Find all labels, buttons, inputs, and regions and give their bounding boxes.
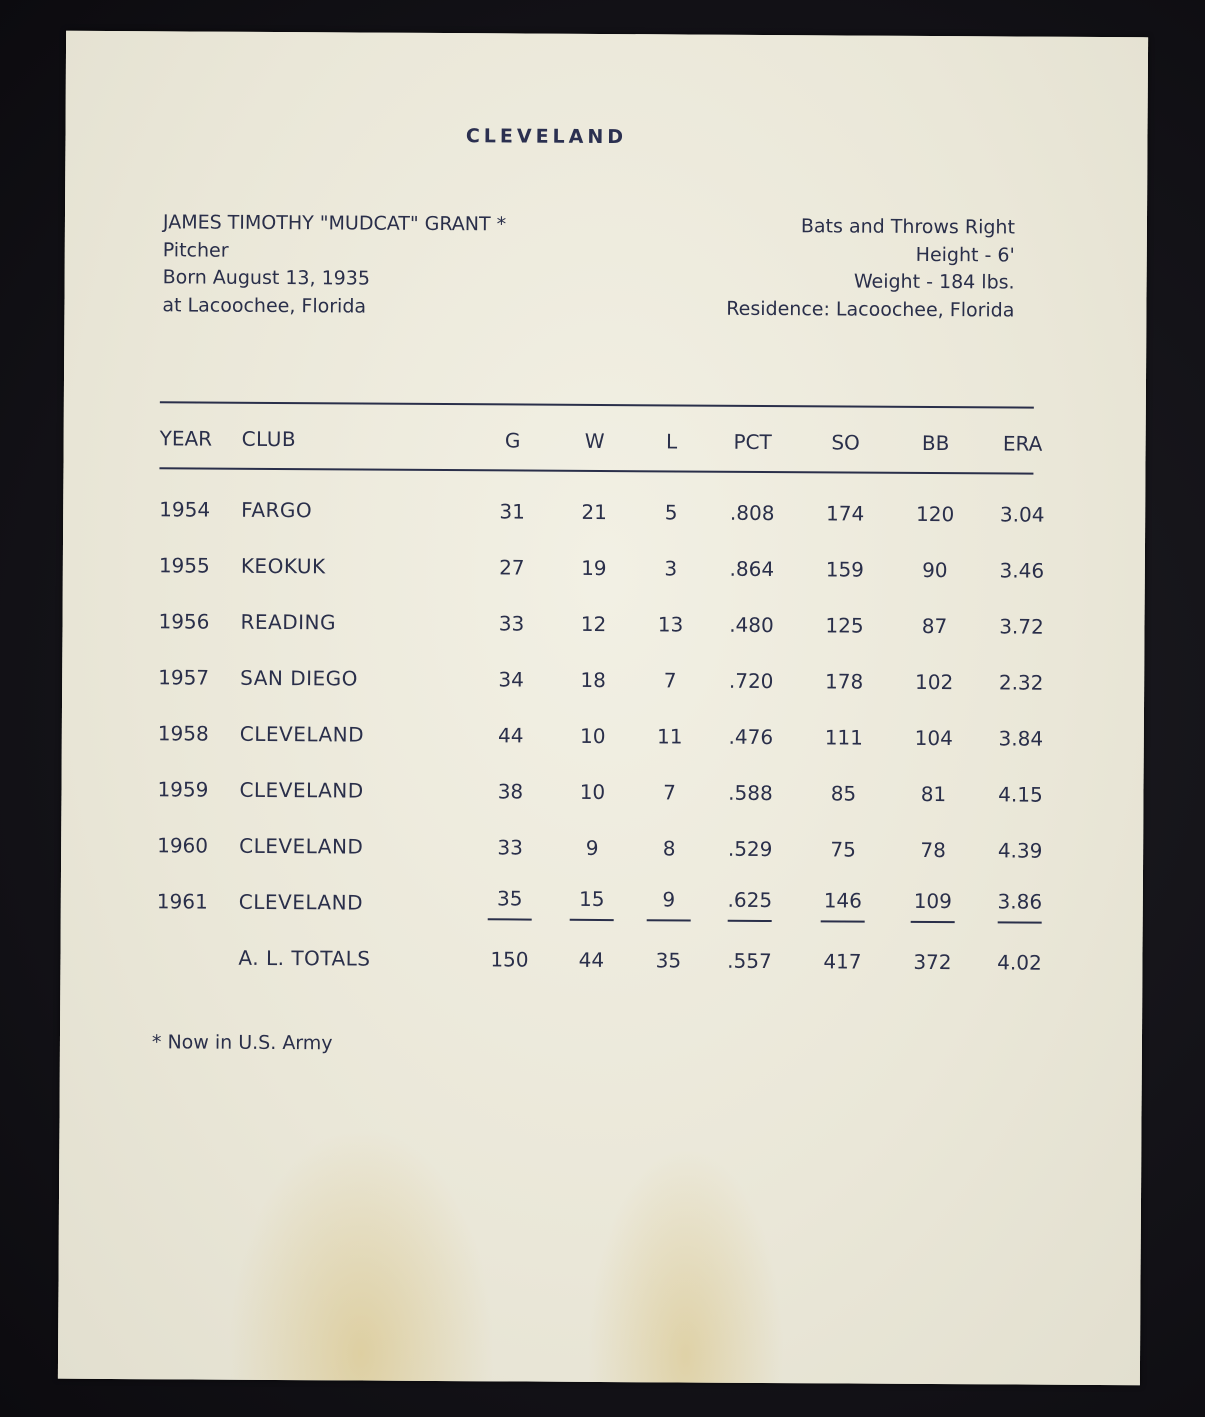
table-row	[153, 873, 1065, 935]
cell-club: READING	[240, 609, 337, 635]
cell-w: 9	[585, 835, 599, 860]
cell-year: 1960	[157, 833, 209, 858]
cell-g: 44	[498, 723, 524, 748]
cell-w: 12	[580, 611, 607, 637]
cell-empty	[152, 929, 238, 986]
team-title: CLEVELAND	[465, 125, 628, 149]
cell-g: 31	[499, 499, 525, 524]
cell-year: 1955	[158, 553, 210, 578]
cell-g-value: 35	[488, 886, 532, 920]
cell-g: 33	[497, 835, 523, 860]
bats-throws: Bats and Throws Right	[800, 215, 1016, 239]
cell-so: 75	[830, 837, 856, 862]
cell-w: 21	[581, 499, 607, 525]
cell-era-value: 3.86	[997, 889, 1042, 923]
cell-pct: .720	[728, 668, 774, 694]
cell-club: FARGO	[241, 497, 313, 523]
cell-bb: 102	[914, 669, 954, 695]
cell-era: 4.39	[997, 838, 1043, 863]
cell-so: 85	[830, 781, 857, 806]
header-so: SO	[831, 430, 860, 455]
header-bb: BB	[921, 430, 950, 456]
cell-club: CLEVELAND	[239, 833, 364, 859]
cell-pct: .864	[729, 556, 775, 582]
player-residence: Residence: Lacoochee, Florida	[726, 297, 1015, 322]
player-name: JAMES TIMOTHY "MUDCAT" GRANT *	[162, 211, 507, 236]
cell-g: 33	[498, 611, 525, 636]
cell-pct: .588	[728, 780, 773, 806]
cell-bb-value: 109	[911, 889, 955, 923]
cell-l: 13	[657, 612, 684, 637]
cell-pct-value: .625	[727, 888, 772, 922]
stats-card	[58, 31, 1148, 1386]
cell-pct: .480	[729, 612, 774, 638]
cell-era	[975, 878, 1065, 935]
cell-bb: 104	[914, 725, 953, 751]
header-l: L	[665, 429, 678, 454]
player-birthplace: at Lacoochee, Florida	[162, 293, 367, 318]
cell-year: 1954	[159, 497, 211, 522]
cell-year: 1961	[156, 889, 208, 914]
cell-club: CLEVELAND	[239, 777, 364, 803]
cell-bb: 90	[922, 557, 948, 583]
total-era: 4.02	[997, 950, 1042, 975]
table-row	[154, 705, 1066, 767]
cell-era: 2.32	[998, 670, 1044, 695]
cell-bb: 81	[920, 781, 947, 807]
cell-l: 5	[664, 500, 678, 525]
cell-era: 3.04	[999, 502, 1045, 527]
total-l: 35	[655, 948, 682, 973]
totals-row	[152, 929, 1064, 991]
cell-so: 174	[826, 501, 865, 526]
cell-w: 10	[579, 779, 606, 805]
cell-pct: .476	[728, 724, 774, 750]
player-info-left	[162, 209, 506, 321]
cell-pct	[705, 877, 795, 934]
cell-bb	[891, 878, 975, 935]
header-g: G	[504, 428, 521, 453]
cell-era: 3.46	[999, 558, 1045, 583]
cell-era: 4.15	[998, 782, 1043, 807]
cell-l	[633, 876, 705, 932]
cell-g: 38	[497, 779, 524, 804]
cell-so: 159	[825, 557, 865, 582]
cell-w: 18	[580, 667, 606, 693]
header-pct: PCT	[733, 429, 772, 455]
player-position: Pitcher	[162, 238, 229, 262]
table-row	[155, 537, 1067, 599]
header-era: ERA	[1002, 431, 1043, 456]
cell-so: 125	[825, 613, 864, 638]
cell-club: CLEVELAND	[239, 721, 365, 747]
cell-so	[795, 877, 891, 934]
cell-so: 111	[824, 725, 863, 750]
cell-club: KEOKUK	[240, 553, 326, 579]
table-header-row	[155, 413, 1067, 469]
total-w: 44	[578, 947, 605, 973]
player-weight: Weight - 184 lbs.	[853, 270, 1015, 294]
table-row	[153, 817, 1065, 879]
table-row	[155, 463, 1067, 543]
cell-pct: .808	[729, 500, 775, 526]
player-info-right	[726, 213, 1015, 325]
cell-g: 34	[498, 667, 524, 692]
cell-l-value: 9	[647, 887, 691, 921]
total-g: 150	[490, 947, 529, 972]
player-height: Height - 6'	[915, 243, 1015, 267]
totals-label: A. L. TOTALS	[238, 945, 371, 971]
cell-pct: .529	[727, 836, 773, 862]
cell-l: 7	[663, 780, 676, 805]
total-so: 417	[823, 949, 862, 974]
cell-so-value: 146	[821, 888, 865, 922]
cell-l: 7	[663, 668, 677, 693]
cell-year: 1959	[157, 777, 209, 802]
player-birthdate: Born August 13, 1935	[162, 266, 371, 290]
total-bb: 372	[913, 949, 952, 975]
cell-year: 1958	[157, 721, 209, 746]
cell-w	[551, 876, 633, 932]
cell-l: 8	[662, 836, 676, 861]
cell-g: 27	[499, 555, 525, 580]
cell-bb: 78	[920, 837, 946, 863]
cell-club: CLEVELAND	[238, 889, 364, 915]
header-year: YEAR	[159, 426, 213, 451]
total-pct: .557	[727, 948, 772, 974]
header-club: CLUB	[241, 426, 297, 452]
cell-club: SAN DIEGO	[240, 665, 358, 691]
table-row	[154, 649, 1066, 711]
stats-table	[152, 413, 1067, 991]
cell-w-value: 15	[570, 887, 614, 921]
footnote: * Now in U.S. Army	[151, 1031, 333, 1055]
cell-year: 1956	[158, 609, 210, 634]
cell-l: 3	[664, 556, 678, 581]
header-w: W	[584, 428, 605, 454]
cell-bb: 87	[921, 613, 948, 639]
cell-l: 11	[657, 724, 683, 749]
cell-era: 3.84	[998, 726, 1044, 751]
cell-era: 3.72	[999, 614, 1044, 639]
cell-w: 10	[580, 723, 606, 749]
cell-g	[469, 875, 551, 931]
table-row	[153, 761, 1065, 823]
cell-w: 19	[581, 555, 607, 581]
top-divider	[160, 401, 1034, 408]
cell-year: 1957	[158, 665, 210, 690]
cell-so: 178	[824, 669, 864, 694]
cell-bb: 120	[916, 501, 955, 527]
table-row	[154, 593, 1066, 655]
